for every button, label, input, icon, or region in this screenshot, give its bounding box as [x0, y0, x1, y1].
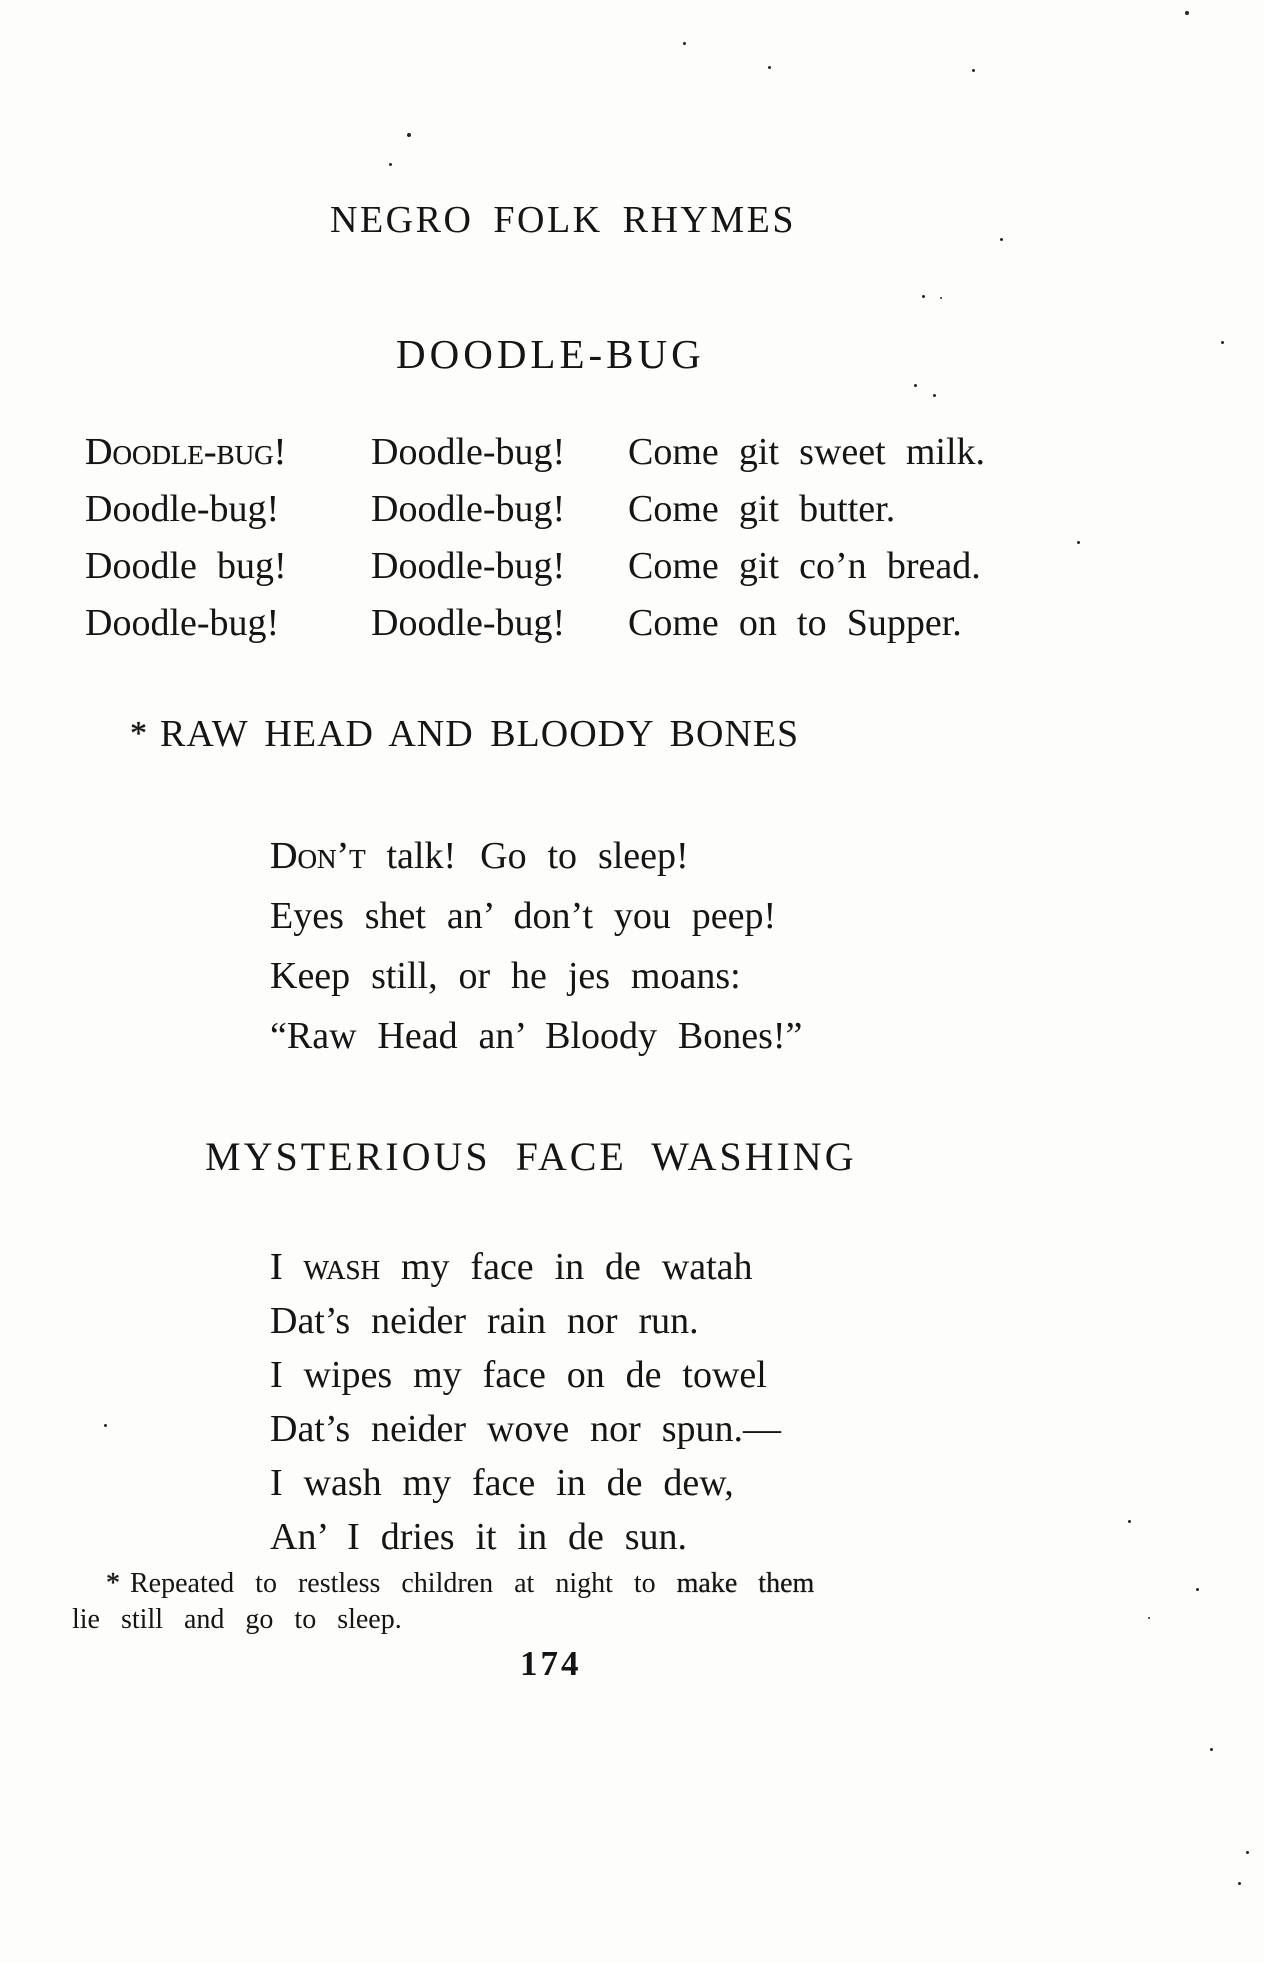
scan-speck: [104, 1424, 107, 1427]
verse-line: [270, 1006, 802, 1066]
verse-text: Doodle-bug!: [85, 488, 280, 530]
scan-speck: [1221, 341, 1224, 344]
verse-text: Dat’s neider wove nor spun.—: [270, 1408, 782, 1450]
verse-text: I wipes my face on de towel: [270, 1354, 767, 1396]
verse-text: Doodle-bug!: [85, 431, 287, 473]
scan-speck: [407, 133, 411, 137]
verse-text: Come on to Supper.: [628, 602, 962, 644]
verse-text: An’ I dries it in de sun.: [270, 1516, 688, 1558]
verse-text: Don’t: [270, 835, 366, 877]
footnote-marker-asterisk: *: [106, 1568, 120, 1599]
footnote: [72, 1566, 1032, 1638]
scan-speck: [1148, 1617, 1150, 1619]
poem-title-raw-head: [130, 712, 799, 756]
scan-speck: [683, 42, 686, 45]
scan-speck: [933, 394, 936, 397]
footnote-text: Repeated to restless children at night to: [130, 1568, 656, 1599]
verse-text: Eyes shet an’ don’t you peep!: [270, 895, 777, 937]
verse-line: [270, 1510, 781, 1564]
scan-speck: [1185, 11, 1189, 15]
scan-speck: [768, 66, 771, 69]
verse-text: Come git butter.: [628, 488, 896, 530]
scan-speck: [914, 384, 917, 387]
verse-line: [270, 1456, 781, 1510]
verse-text: Keep still, or he jes moans:: [270, 955, 741, 997]
verse-line: [270, 1402, 781, 1456]
verse-line: [85, 595, 985, 652]
poem-title-text: RAW HEAD AND BLOODY BONES: [160, 713, 800, 755]
poem-verse-mysterious-face-washing: [270, 1240, 781, 1564]
verse-text: Doodle-bug!: [371, 545, 566, 587]
scan-speck: [389, 163, 392, 166]
scan-speck: [1210, 1748, 1213, 1751]
verse-line: [270, 946, 802, 1006]
poem-verse-raw-head: [270, 826, 802, 1066]
poem-title-mysterious-face-washing: MYSTERIOUS FACE WASHING: [205, 1134, 857, 1179]
scan-speck: [1077, 541, 1080, 544]
scan-speck: [940, 297, 942, 299]
verse-text: Doodle-bug!: [371, 431, 566, 473]
verse-text: I wash my face in de dew,: [270, 1462, 734, 1504]
verse-text: talk!: [365, 835, 457, 877]
verse-text: I wash: [270, 1246, 381, 1288]
footnote-line: lie still and go to sleep.: [72, 1604, 402, 1635]
verse-line: [270, 1294, 781, 1348]
footnote-line: [72, 1566, 1032, 1602]
verse-text: “Raw Head an’ Bloody Bones!”: [270, 1015, 803, 1057]
verse-text: Doodle-bug!: [371, 488, 566, 530]
verse-line: [270, 826, 802, 886]
verse-line: [85, 538, 985, 595]
verse-text: Doodle-bug!: [85, 602, 280, 644]
verse-line: [85, 481, 985, 538]
verse-line: [270, 1348, 781, 1402]
verse-text: Come git sweet milk.: [628, 431, 985, 473]
scan-speck: [1246, 1851, 1249, 1854]
verse-text: Doodle bug!: [85, 545, 287, 587]
verse-text: Doodle-bug!: [371, 602, 566, 644]
scan-speck: [1000, 238, 1003, 241]
page-number: 174: [520, 1644, 582, 1683]
verse-line: [85, 424, 985, 481]
footnote-marker-asterisk: *: [130, 715, 148, 752]
poem-verse-doodle-bug: [85, 424, 985, 652]
scan-speck: [1238, 1882, 1241, 1885]
verse-text: Go to sleep!: [480, 835, 689, 877]
scan-speck: [1128, 1520, 1131, 1523]
verse-text: Come git co’n bread.: [628, 545, 981, 587]
scan-speck: [972, 69, 975, 72]
verse-line: [270, 886, 802, 946]
verse-text: my face in de watah: [380, 1246, 753, 1288]
verse-text: Dat’s neider rain nor run.: [270, 1300, 699, 1342]
scan-speck: [922, 295, 925, 298]
poem-title-doodle-bug: DOODLE-BUG: [396, 331, 705, 377]
footnote-text: make them: [676, 1568, 815, 1599]
verse-line: [270, 1240, 781, 1294]
running-header: NEGRO FOLK RHYMES: [330, 199, 796, 241]
scan-speck: [1196, 1588, 1199, 1591]
